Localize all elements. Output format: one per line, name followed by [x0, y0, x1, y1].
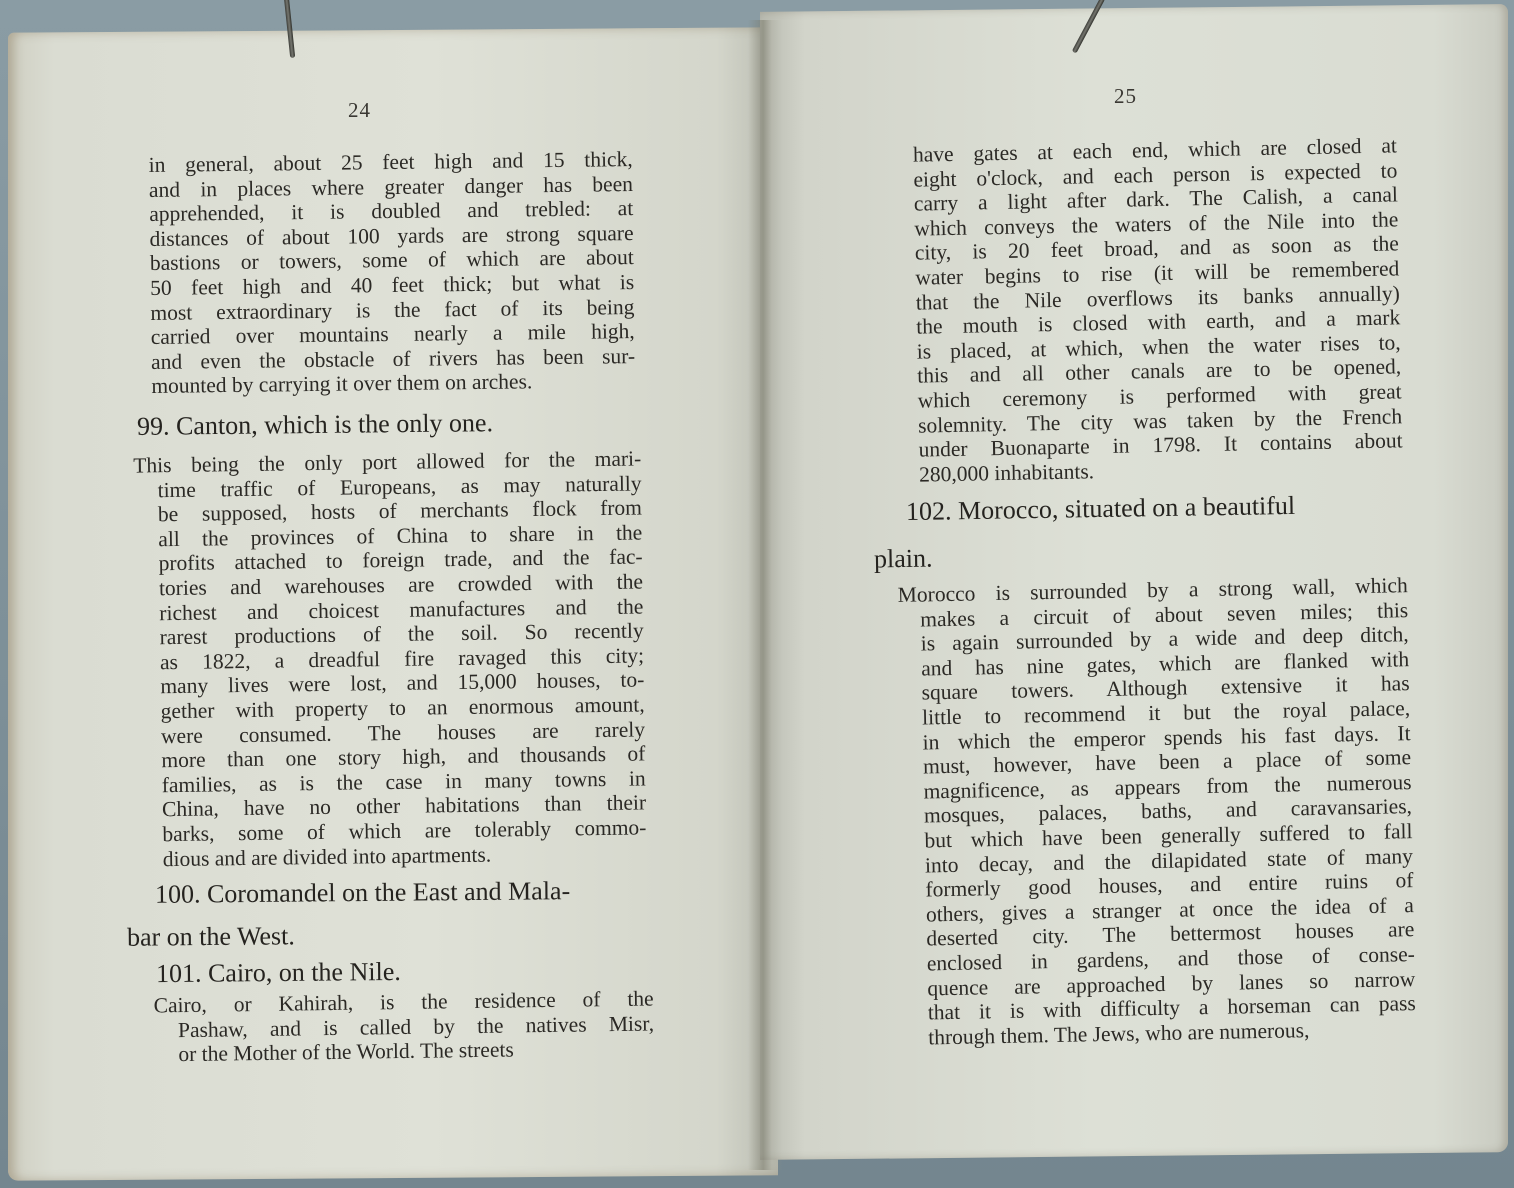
text-line: and has nine gates, which are flanked with — [920, 646, 1410, 681]
text-line: which ceremony is performed with great — [917, 379, 1402, 413]
text-line: Pashaw, and is called by the natives Misr, — [177, 1011, 655, 1042]
text-line: quence are approached by lanes so narrow — [927, 966, 1416, 1000]
heading-99-canton: 99. Canton, which is the only one. — [136, 408, 494, 441]
text-line: which conveys the waters of the Nile into the — [914, 207, 1399, 241]
text-line: richest and choicest manufactures and the — [159, 594, 644, 625]
text-line: that the Nile overflows its banks annually) — [915, 280, 1400, 315]
text-line: all the provinces of China to share in the — [158, 520, 643, 552]
text-line: deserted city. The bettermost houses are — [926, 917, 1415, 951]
heading-100-coromandel-line1: 100. Coromandel on the East and Mala- — [154, 876, 571, 909]
text-line: profits attached to foreign trade, and the fac- — [158, 544, 643, 576]
heading-102-morocco-line1: 102. Morocco, situated on a beautiful — [905, 490, 1296, 527]
text-line: rarest productions of the soil. So recently — [159, 618, 644, 650]
text-line: this and all other canals are to be opened, — [916, 354, 1402, 388]
text-line: is placed, at which, when the water rises to, — [916, 330, 1401, 364]
text-line: tories and warehouses are crowded with the — [158, 569, 644, 601]
text-line: 280,000 inhabitants. — [918, 458, 1095, 487]
text-line: were consumed. The houses are rarely — [160, 716, 646, 748]
paragraph-great-wall — [149, 147, 636, 399]
text-line: have gates at each end, which are closed at — [912, 133, 1398, 167]
paragraph-cairo — [154, 987, 655, 1068]
text-line: carry a light after dark. The Calish, a canal — [913, 182, 1399, 216]
text-line: in general, about 25 feet high and 15 thick, — [148, 147, 633, 177]
text-line: dious and are divided into apartments. — [162, 842, 492, 871]
text-line: barks, some of which are tolerably commo- — [162, 815, 647, 847]
text-line: This being the only port allowed for the mari- — [133, 446, 642, 478]
heading-101-cairo: 101. Cairo, on the Nile. — [155, 956, 401, 989]
text-line: most extraordinary is the fact of its being — [150, 294, 635, 325]
paragraph-cairo-continued — [913, 133, 1404, 487]
text-line: solemnity. The city was taken by the French — [917, 403, 1403, 438]
text-line: many lives were lost, and 15,000 houses, to- — [160, 667, 645, 699]
text-line: gether with property to an enormous amount, — [160, 692, 645, 724]
text-line: as 1822, a dreadful fire ravaged this city; — [159, 643, 645, 674]
text-line: eight o'clock, and each person is expected to — [913, 157, 1398, 192]
text-line: little to recommend it but the royal palace, — [921, 696, 1411, 730]
text-line: water begins to rise (it will be remembered — [915, 256, 1400, 290]
heading-100-coromandel-line2: bar on the West. — [126, 921, 295, 952]
text-line: Morocco is surrounded by a strong wall, which — [897, 573, 1408, 607]
text-line: Cairo, or Kahirah, is the residence of the — [153, 986, 654, 1018]
text-line: more than one story high, and thousands of — [161, 741, 646, 773]
text-line: city, is 20 feet broad, and as soon as the — [914, 231, 1399, 266]
text-line: carried over mountains nearly a mile high, — [150, 319, 635, 350]
text-line: and even the obstacle of rivers has been sur- — [150, 343, 636, 374]
text-line: through them. The Jews, who are numerous, — [928, 1017, 1310, 1050]
text-line: the mouth is closed with earth, and a mark — [916, 305, 1401, 339]
text-line: must, however, have been a place of some — [922, 745, 1412, 779]
book-gutter — [748, 20, 782, 1170]
paragraph-canton — [133, 446, 647, 871]
text-line: into decay, and the dilapidated state of many — [924, 843, 1414, 877]
text-line: makes a circuit of about seven miles; this — [920, 597, 1409, 632]
paragraph-morocco — [898, 573, 1417, 1050]
text-line: families, as is the case in many towns in — [161, 766, 646, 797]
text-line: but which have been generally suffered to fall — [924, 819, 1413, 853]
text-line: square towers. Although extensive it has — [921, 671, 1410, 705]
text-line: mounted by carrying it over them on arches. — [151, 369, 533, 399]
text-line: be supposed, hosts of merchants flock from — [157, 495, 643, 527]
text-line: magnificence, as appears from the numerous — [923, 769, 1412, 804]
text-line: bastions or towers, some of which are about — [149, 245, 634, 276]
text-line: or the Mother of the World. The streets — [178, 1037, 514, 1067]
text-line: and in places where greater danger has been — [148, 171, 634, 202]
text-line: apprehended, it is doubled and trebled: at — [149, 196, 634, 227]
heading-102-morocco-line2: plain. — [873, 543, 933, 574]
text-line: distances of about 100 yards are strong square — [149, 220, 634, 251]
right-page-number: 25 — [1114, 84, 1137, 108]
text-line: others, gives a stranger at once the idea of a — [925, 892, 1415, 927]
text-line: that it is with difficulty a horseman can pass — [927, 991, 1416, 1025]
text-line: mosques, palaces, baths, and caravansaries, — [923, 794, 1413, 828]
text-line: 50 feet high and 40 feet thick; but what is — [150, 270, 635, 300]
text-line: formerly good houses, and entire ruins of — [925, 868, 1414, 902]
text-line: enclosed in gardens, and those of conse- — [926, 941, 1416, 976]
text-line: in which the emperor spends his fast days. It — [922, 720, 1411, 755]
text-line: is again surrounded by a wide and deep ditch, — [920, 622, 1409, 656]
text-line: China, have no other habitations than their — [161, 790, 647, 822]
text-line: under Buonaparte in 1798. It contains about — [918, 428, 1403, 462]
left-page-number: 24 — [348, 98, 371, 122]
text-line: time traffic of Europeans, as may naturally — [157, 471, 642, 502]
